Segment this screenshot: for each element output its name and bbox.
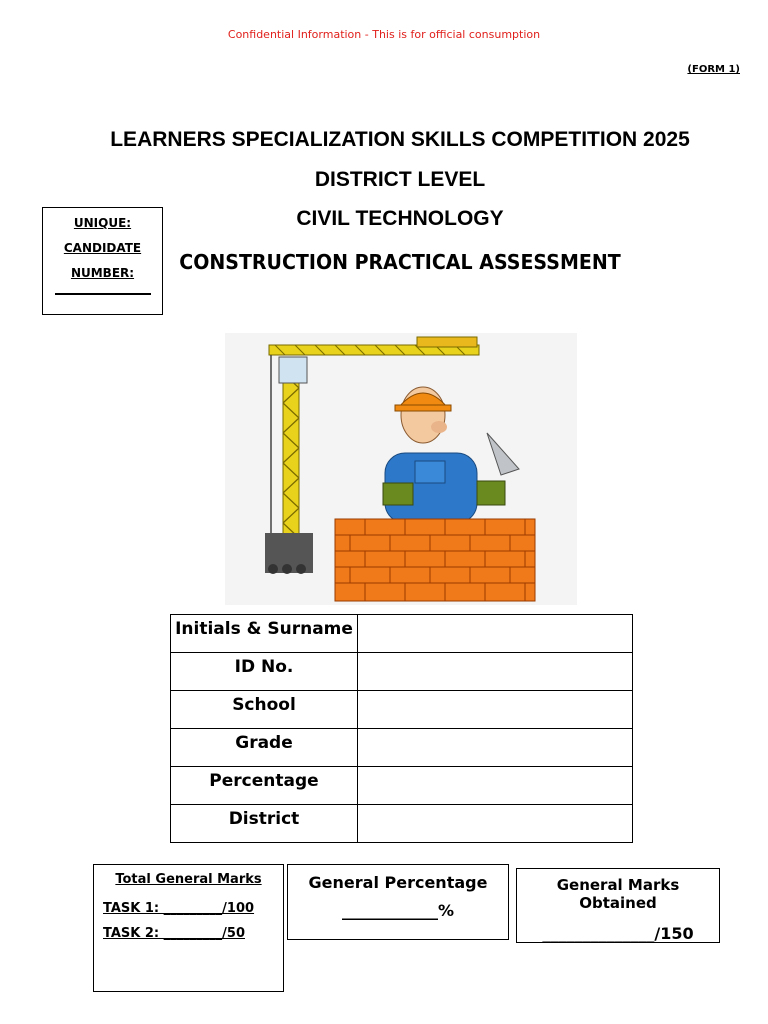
- table-row: [171, 767, 633, 805]
- general-marks-obtained-box: [516, 868, 720, 943]
- table-row: [171, 615, 633, 653]
- info-value-field[interactable]: [358, 729, 633, 767]
- subject-title: CIVIL TECHNOLOGY: [296, 207, 504, 230]
- level-title: DISTRICT LEVEL: [314, 168, 486, 191]
- task1-marks[interactable]: TASK 1: _________/100: [103, 901, 255, 916]
- general-percentage-box: [287, 864, 509, 940]
- construction-worker-illustration: [225, 333, 577, 605]
- info-label: District: [171, 805, 358, 843]
- table-row: [171, 805, 633, 843]
- info-label: School: [171, 691, 358, 729]
- total-general-marks-box: [93, 864, 284, 992]
- general-percentage-heading: General Percentage: [308, 873, 488, 892]
- brick-wall-icon: [335, 519, 535, 601]
- assessment-title: CONSTRUCTION PRACTICAL ASSESSMENT: [179, 250, 621, 274]
- candidate-label-1: UNIQUE:: [73, 216, 132, 230]
- info-label: Initials & Surname: [171, 615, 358, 653]
- info-label: Percentage: [171, 767, 358, 805]
- table-row: [171, 653, 633, 691]
- marks-obtained-field[interactable]: ______________/150: [542, 924, 694, 943]
- info-label: ID No.: [171, 653, 358, 691]
- marks-obtained-heading: General Marks Obtained: [556, 876, 680, 912]
- candidate-info-table: [170, 614, 633, 843]
- info-value-field[interactable]: [358, 691, 633, 729]
- candidate-number-box: [42, 207, 163, 315]
- info-label: Grade: [171, 729, 358, 767]
- candidate-label-2: CANDIDATE: [63, 241, 142, 255]
- form-number: (FORM 1): [687, 64, 740, 75]
- total-marks-heading: Total General Marks: [115, 872, 262, 887]
- table-row: [171, 729, 633, 767]
- confidential-notice: Confidential Information - This is for official consumption: [227, 28, 541, 41]
- info-value-field[interactable]: [358, 615, 633, 653]
- table-row: [171, 691, 633, 729]
- info-value-field[interactable]: [358, 653, 633, 691]
- info-value-field[interactable]: [358, 767, 633, 805]
- candidate-number-line[interactable]: [55, 293, 151, 295]
- candidate-label-3: NUMBER:: [70, 266, 135, 280]
- info-value-field[interactable]: [358, 805, 633, 843]
- competition-title: LEARNERS SPECIALIZATION SKILLS COMPETITION 2025: [110, 128, 690, 151]
- general-percentage-field[interactable]: ____________%: [341, 901, 455, 920]
- task2-marks[interactable]: TASK 2: _________/50: [103, 926, 245, 941]
